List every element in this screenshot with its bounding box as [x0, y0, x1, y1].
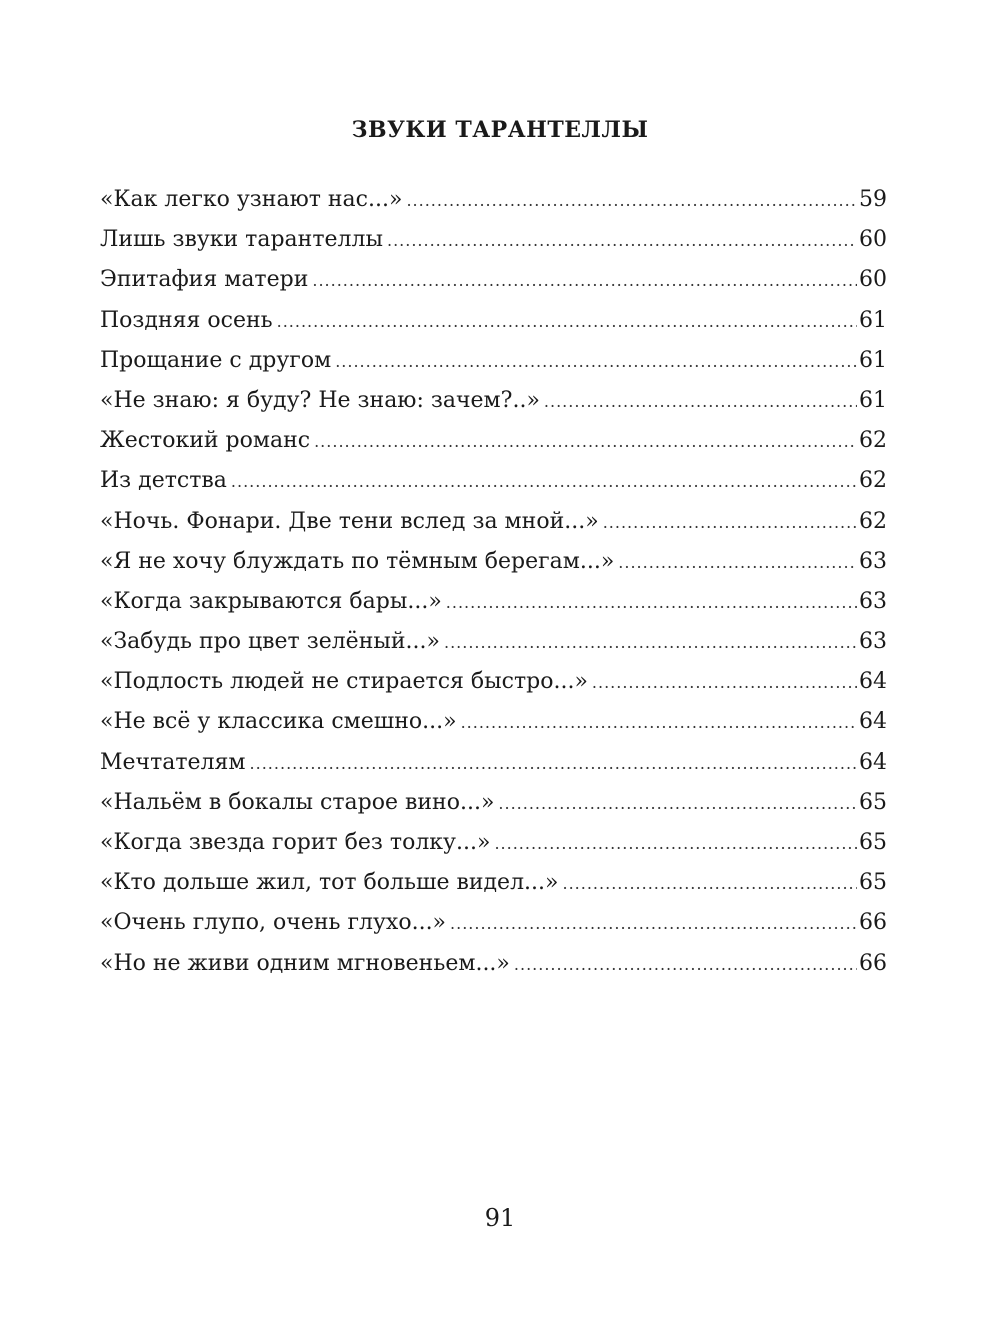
dot-leader [231, 462, 857, 502]
toc-entry-title: «Забудь про цвет зелёный...» [100, 629, 440, 655]
dot-leader [312, 261, 857, 301]
toc-entry-title: «Нальём в бокалы старое вино...» [100, 789, 495, 815]
dot-leader [498, 784, 857, 824]
toc-entry-page: 64 [859, 749, 887, 775]
toc-entry [100, 662, 887, 702]
page-number: 91 [484, 1204, 516, 1232]
toc-entry-title: «Очень глупо, очень глухо...» [100, 910, 447, 936]
dot-leader [544, 382, 857, 422]
toc-entry [100, 260, 887, 300]
dot-leader [603, 503, 857, 543]
toc-entry-title: «Не всё у классика смешно...» [100, 709, 457, 735]
toc-entry [100, 903, 887, 943]
toc-entry-title: «Как легко узнают нас...» [100, 187, 403, 212]
toc-entry [100, 944, 887, 984]
toc-entry [100, 341, 887, 381]
toc-entry-title: «Ночь. Фонари. Две тени вслед за мной...» [100, 508, 599, 534]
dot-leader [250, 744, 857, 784]
dot-leader [277, 302, 857, 342]
toc-entry-page: 61 [859, 307, 887, 333]
toc-entry-title: Поздняя осень [100, 307, 273, 333]
toc-entry [100, 502, 887, 542]
toc-entry-page: 61 [859, 387, 887, 413]
table-of-contents [100, 180, 887, 984]
toc-entry-page: 61 [859, 347, 887, 373]
toc-entry [100, 461, 887, 501]
toc-entry-page: 65 [859, 830, 887, 855]
toc-entry-page: 64 [859, 709, 887, 735]
toc-entry-page: 60 [859, 267, 887, 293]
toc-entry [100, 180, 887, 220]
toc-entry-page: 65 [859, 789, 887, 815]
toc-entry-page: 66 [859, 910, 887, 936]
dot-leader [450, 904, 857, 944]
toc-entry [100, 743, 887, 783]
toc-entry-title: «Кто дольше жил, тот больше видел...» [100, 870, 559, 896]
dot-leader [514, 945, 857, 985]
toc-entry-title: Жестокий романс [100, 428, 311, 454]
toc-entry-page: 63 [859, 629, 887, 655]
dot-leader [461, 703, 857, 743]
toc-entry-page: 66 [859, 950, 887, 976]
toc-entry-title: «Подлость людей не стирается быстро...» [100, 669, 588, 695]
dot-leader [446, 583, 857, 623]
dot-leader [618, 543, 857, 583]
toc-entry-page: 62 [859, 508, 887, 534]
toc-entry [100, 783, 887, 823]
toc-entry [100, 622, 887, 662]
toc-entry-page: 64 [859, 669, 887, 695]
toc-entry-title: «Я не хочу блуждать по тёмным берегам...» [100, 548, 615, 574]
toc-entry [100, 542, 887, 582]
dot-leader [406, 181, 857, 221]
toc-entry-title: «Но не живи одним мгновеньем...» [100, 950, 510, 976]
toc-entry [100, 301, 887, 341]
toc-entry-title: Мечтателям [100, 749, 246, 775]
toc-entry-page: 62 [859, 428, 887, 454]
toc-entry [100, 220, 887, 260]
toc-entry-title: «Когда закрываются бары...» [100, 588, 442, 614]
toc-entry-title: Эпитафия матери [100, 267, 309, 293]
toc-entry-title: «Когда звезда горит без толку...» [100, 830, 491, 855]
toc-entry-page: 63 [859, 588, 887, 614]
dot-leader [335, 342, 857, 382]
toc-entry-title: Прощание с другом [100, 347, 332, 373]
toc-entry-page: 62 [859, 468, 887, 494]
toc-entry-page: 63 [859, 548, 887, 574]
toc-entry-title: Лишь звуки тарантеллы [100, 227, 383, 253]
toc-entry-title: «Не знаю: я буду? Не знаю: зачем?..» [100, 387, 540, 413]
toc-entry [100, 582, 887, 622]
dot-leader [592, 663, 857, 703]
toc-entry-page: 60 [859, 227, 887, 253]
dot-leader [314, 422, 857, 462]
toc-entry-title: Из детства [100, 468, 227, 494]
section-title: ЗВУКИ ТАРАНТЕЛЛЫ [351, 117, 649, 143]
toc-entry [100, 381, 887, 421]
toc-entry-page: 65 [859, 870, 887, 896]
toc-entry [100, 702, 887, 742]
dot-leader [563, 864, 858, 904]
toc-entry [100, 863, 887, 903]
dot-leader [444, 623, 857, 663]
dot-leader [387, 221, 857, 261]
toc-entry [100, 421, 887, 461]
toc-entry [100, 823, 887, 863]
toc-entry-page: 59 [859, 187, 887, 212]
dot-leader [494, 824, 857, 864]
